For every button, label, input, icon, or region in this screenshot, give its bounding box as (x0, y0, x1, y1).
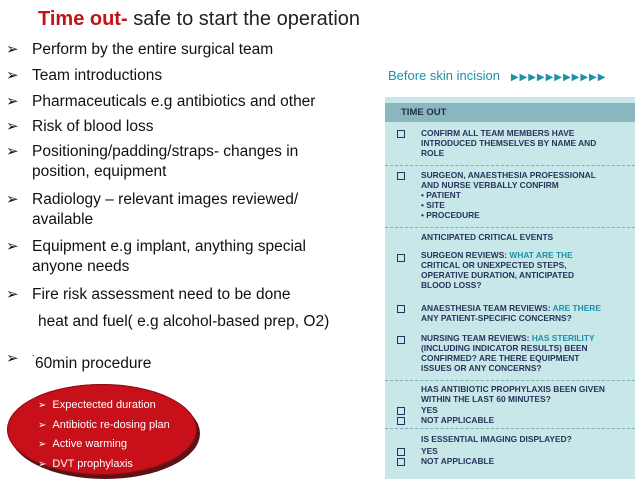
confirm-line: CONFIRM ALL TEAM MEMBERS HAVE (421, 128, 575, 138)
checkbox[interactable] (397, 458, 405, 466)
bullet-continuation: heat and fuel( e.g alcohol-based prep, O2) (38, 313, 330, 330)
arrow-bullet-icon: ➢ (6, 93, 19, 110)
arrow-bullet-icon: ➢ (38, 439, 47, 450)
checkbox[interactable] (397, 448, 405, 456)
arrow-bullet-icon: ➢ (38, 400, 47, 411)
antibiotic-question-line: HAS ANTIBIOTIC PROPHYLAXIS BEEN GIVEN (421, 384, 605, 394)
surgeon-reviews-line: CRITICAL OR UNEXPECTED STEPS, (421, 260, 567, 270)
nursing-reviews-line: ISSUES OR ANY CONCERNS? (421, 363, 542, 373)
oval-list (38, 396, 170, 474)
surgeon-confirm-line: AND NURSE VERBALLY CONFIRM (421, 180, 559, 190)
checkbox[interactable] (397, 407, 405, 415)
arrow-bullet-icon: ➢ (6, 191, 19, 208)
yes-option: YES (421, 446, 438, 456)
surgeon-reviews-line: OPERATIVE DURATION, ANTICIPATED (421, 270, 575, 280)
yes-option: YES (421, 405, 438, 415)
checkbox[interactable] (397, 417, 405, 425)
bullet-item: ➢ Perform by the entire surgical team (6, 41, 274, 58)
arrow-bullet-icon: ➢ (6, 118, 19, 135)
arrow-bullet-icon: ➢ (38, 419, 47, 431)
bullet-item: ➢ Radiology – relevant images reviewed/ available (6, 191, 299, 228)
nursing-reviews-line: CONFIRMED? ARE THERE EQUIPMENT (421, 353, 580, 363)
checkbox[interactable] (397, 172, 405, 180)
checkbox[interactable] (397, 336, 405, 344)
oval-item: ➢ Active warming (38, 438, 127, 450)
checkbox[interactable] (397, 254, 405, 262)
slide-title (38, 8, 360, 31)
checklist-header: TIME OUT (385, 103, 635, 122)
surgeon-reviews-line: SURGEON REVIEWS: WHAT ARE THE (421, 250, 573, 260)
arrow-bullet-icon: ➢ (6, 41, 19, 58)
nursing-reviews-line: (INCLUDING INDICATOR RESULTS) BEEN (421, 343, 588, 353)
bullet-item: ➢ Fire risk assessment need to be done (6, 286, 291, 303)
section-divider (385, 227, 635, 228)
checkbox[interactable] (397, 305, 405, 313)
bullet-item: ➢ Pharmaceuticals e.g antibiotics and other (6, 93, 316, 110)
checkbox[interactable] (397, 130, 405, 138)
nursing-reviews-line: NURSING TEAM REVIEWS: HAS STERILITY (421, 333, 595, 343)
section-divider (385, 165, 635, 166)
title-bold: Time out- (38, 8, 128, 30)
before-skin-incision-label: Before skin incision ▶▶▶▶▶▶▶▶▶▶▶ (388, 68, 607, 83)
arrow-bullet-icon: ➢ (6, 238, 19, 255)
superscript-mark: ` (32, 354, 35, 364)
surgeon-confirm-line: • PATIENT (421, 190, 461, 200)
section-divider (385, 428, 635, 429)
anticipated-heading: ANTICIPATED CRITICAL EVENTS (421, 232, 554, 242)
arrow-bullet-icon: ➢ (6, 350, 19, 367)
bullet-item: ➢ Positioning/padding/straps- changes in position, equipment (6, 143, 299, 180)
anaesthesia-reviews-line: ANAESTHESIA TEAM REVIEWS: ARE THERE (421, 303, 601, 313)
surgeon-confirm-line: • SITE (421, 200, 445, 210)
arrow-bullet-icon: ➢ (6, 67, 19, 84)
section-divider (385, 380, 635, 381)
bullet-item: ➢ Risk of blood loss (6, 118, 154, 135)
not-applicable-option: NOT APPLICABLE (421, 415, 495, 425)
antibiotic-question-line: WITHIN THE LAST 60 MINUTES? (421, 394, 551, 404)
bullet-item (6, 349, 351, 374)
surgeon-confirm-line: • PROCEDURE (421, 210, 480, 220)
oval-item: ➢ Antibiotic re-dosing plan (38, 418, 170, 431)
oval-item: ➢ DVT prophylaxis (38, 457, 133, 470)
arrow-bullet-icon: ➢ (6, 143, 19, 160)
not-applicable-option: NOT APPLICABLE (421, 456, 495, 466)
confirm-line: ROLE (421, 148, 445, 158)
last-bullet-text: 60min procedure (35, 355, 152, 373)
anaesthesia-reviews-line: ANY PATIENT-SPECIFIC CONCERNS? (421, 313, 572, 323)
surgeon-reviews-line: BLOOD LOSS? (421, 280, 482, 290)
arrow-strip-icon: ▶▶▶▶▶▶▶▶▶▶▶ (510, 72, 607, 83)
confirm-line: INTRODUCED THEMSELVES BY NAME AND (421, 138, 597, 148)
arrow-bullet-icon: ➢ (38, 458, 47, 470)
bullet-item: ➢ Team introductions (6, 67, 163, 84)
imaging-question: IS ESSENTIAL IMAGING DISPLAYED? (421, 434, 572, 444)
bullet-item: ➢ Equipment e.g implant, anything special anyone needs (6, 238, 306, 275)
surgeon-confirm-line: SURGEON, ANAESTHESIA PROFESSIONAL (421, 170, 596, 180)
arrow-bullet-icon: ➢ (6, 286, 19, 303)
title-rest: safe to start the operation (127, 8, 361, 30)
oval-item: ➢ Expectected duration (38, 399, 156, 411)
